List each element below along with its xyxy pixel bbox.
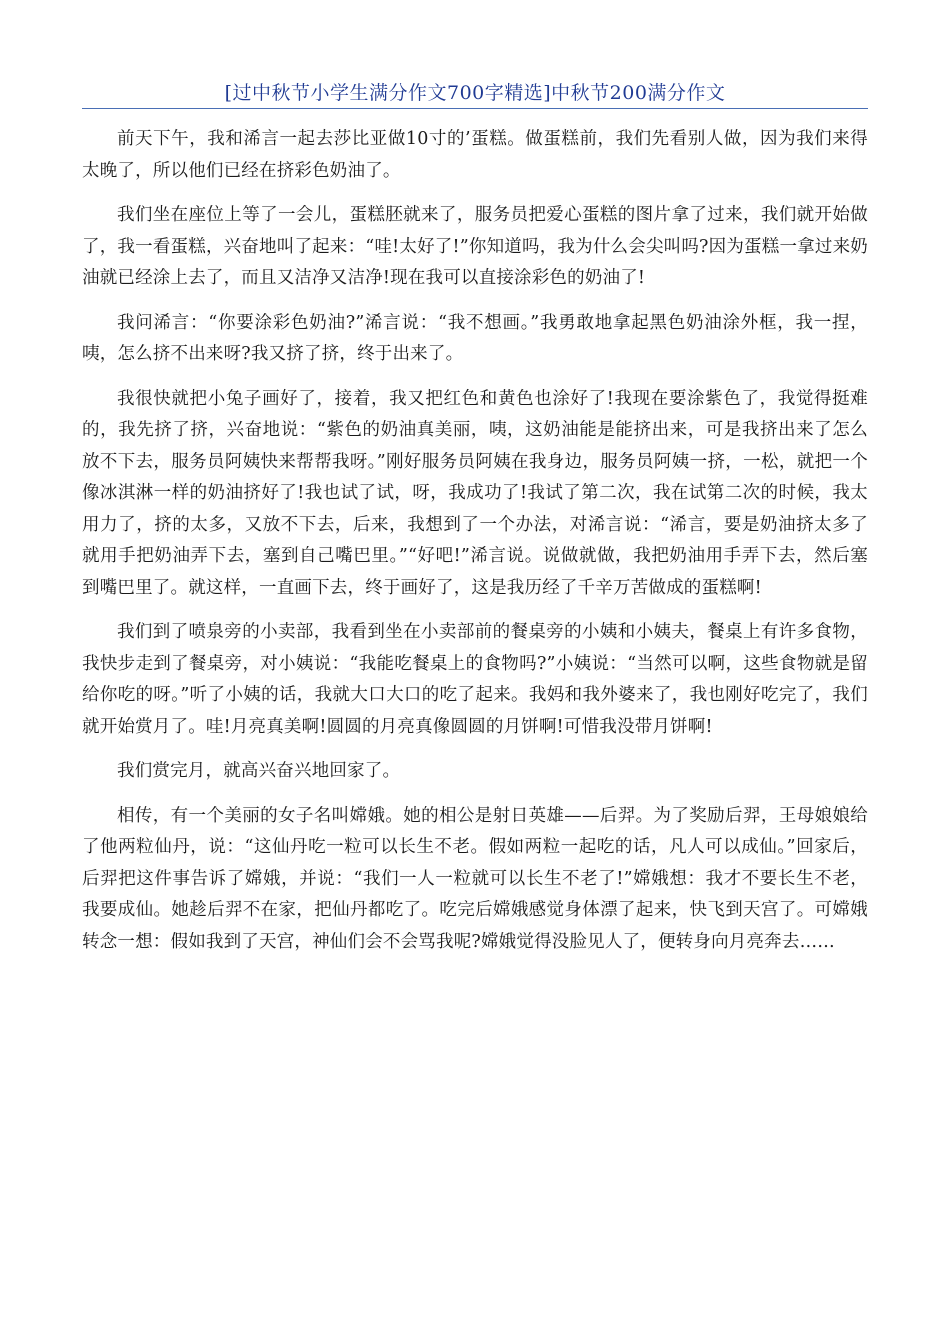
paragraph-4: 我很快就把小兔子画好了，接着，我又把红色和黄色也涂好了!我现在要涂紫色了，我觉得挺难的，我先挤了挤，兴奋地说：“紫色的奶油真美丽，咦，这奶油能是能挤出来，可是我挤出来了怎么放不下去，服务员阿姨快来帮帮我呀。”刚好服务员阿姨在我身边，服务员阿姨一挤，一松，就把一个像冰淇淋一样的奶油挤好了!我也试了试，呀，我成功了!我试了第二次，我在试第二次的时候，我太用力了，挤的太多，又放不下去，后来，我想到了一个办法，对浠言说：“浠言，要是奶油挤太多了就用手把奶油弄下去，塞到自己嘴巴里。”“好吧!”浠言说。说做就做，我把奶油用手弄下去，然后塞到嘴巴里了。就这样，一直画下去，终于画好了，这是我历经了千辛万苦做成的蛋糕啊!	[82, 388, 868, 598]
paragraph-2: 我们坐在座位上等了一会儿，蛋糕胚就来了，服务员把爱心蛋糕的图片拿了过来，我们就开始做了，我一看蛋糕，兴奋地叫了起来：“哇!太好了!”你知道吗，我为什么会尖叫吗?因为蛋糕一拿过来奶油就已经涂上去了，而且又洁净又洁净!现在我可以直接涂彩色的奶油了!	[82, 205, 868, 288]
header-divider	[82, 108, 868, 109]
article-body	[82, 124, 868, 971]
page-header-title: [过中秋节小学生满分作文700字精选]中秋节200满分作文	[224, 82, 726, 104]
paragraph-6: 我们赏完月，就高兴奋兴地回家了。	[117, 761, 401, 781]
paragraph-3: 我问浠言：“你要涂彩色奶油?”浠言说：“我不想画。”我勇敢地拿起黑色奶油涂外框，我一捏，咦，怎么挤不出来呀?我又挤了挤，终于出来了。	[82, 312, 868, 364]
paragraph-7: 相传，有一个美丽的女子名叫嫦娥。她的相公是射日英雄——后羿。为了奖励后羿，王母娘娘给了他两粒仙丹，说：“这仙丹吃一粒可以长生不老。假如两粒一起吃的话，凡人可以成仙。”回家后，后羿把这件事告诉了嫦娥，并说：“我们一人一粒就可以长生不老了!”嫦娥想：我才不要长生不老，我要成仙。她趁后羿不在家，把仙丹都吃了。吃完后嫦娥感觉身体漂了起来，快飞到天宫了。可嫦娥转念一想：假如我到了天宫，神仙们会不会骂我呢?嫦娥觉得没脸见人了，便转身向月亮奔去……	[82, 805, 868, 952]
paragraph-1: 前天下午，我和浠言一起去莎比亚做10寸的’蛋糕。做蛋糕前，我们先看别人做，因为我们来得太晚了，所以他们已经在挤彩色奶油了。	[82, 129, 868, 181]
paragraph-5: 我们到了喷泉旁的小卖部，我看到坐在小卖部前的餐桌旁的小姨和小姨夫，餐桌上有许多食物，我快步走到了餐桌旁，对小姨说：“我能吃餐桌上的食物吗?”小姨说：“当然可以啊，这些食物就是留给你吃的呀。”听了小姨的话，我就大口大口的吃了起来。我妈和我外婆来了，我也刚好吃完了，我们就开始赏月了。哇!月亮真美啊!圆圆的月亮真像圆圆的月饼啊!可惜我没带月饼啊!	[82, 622, 868, 737]
